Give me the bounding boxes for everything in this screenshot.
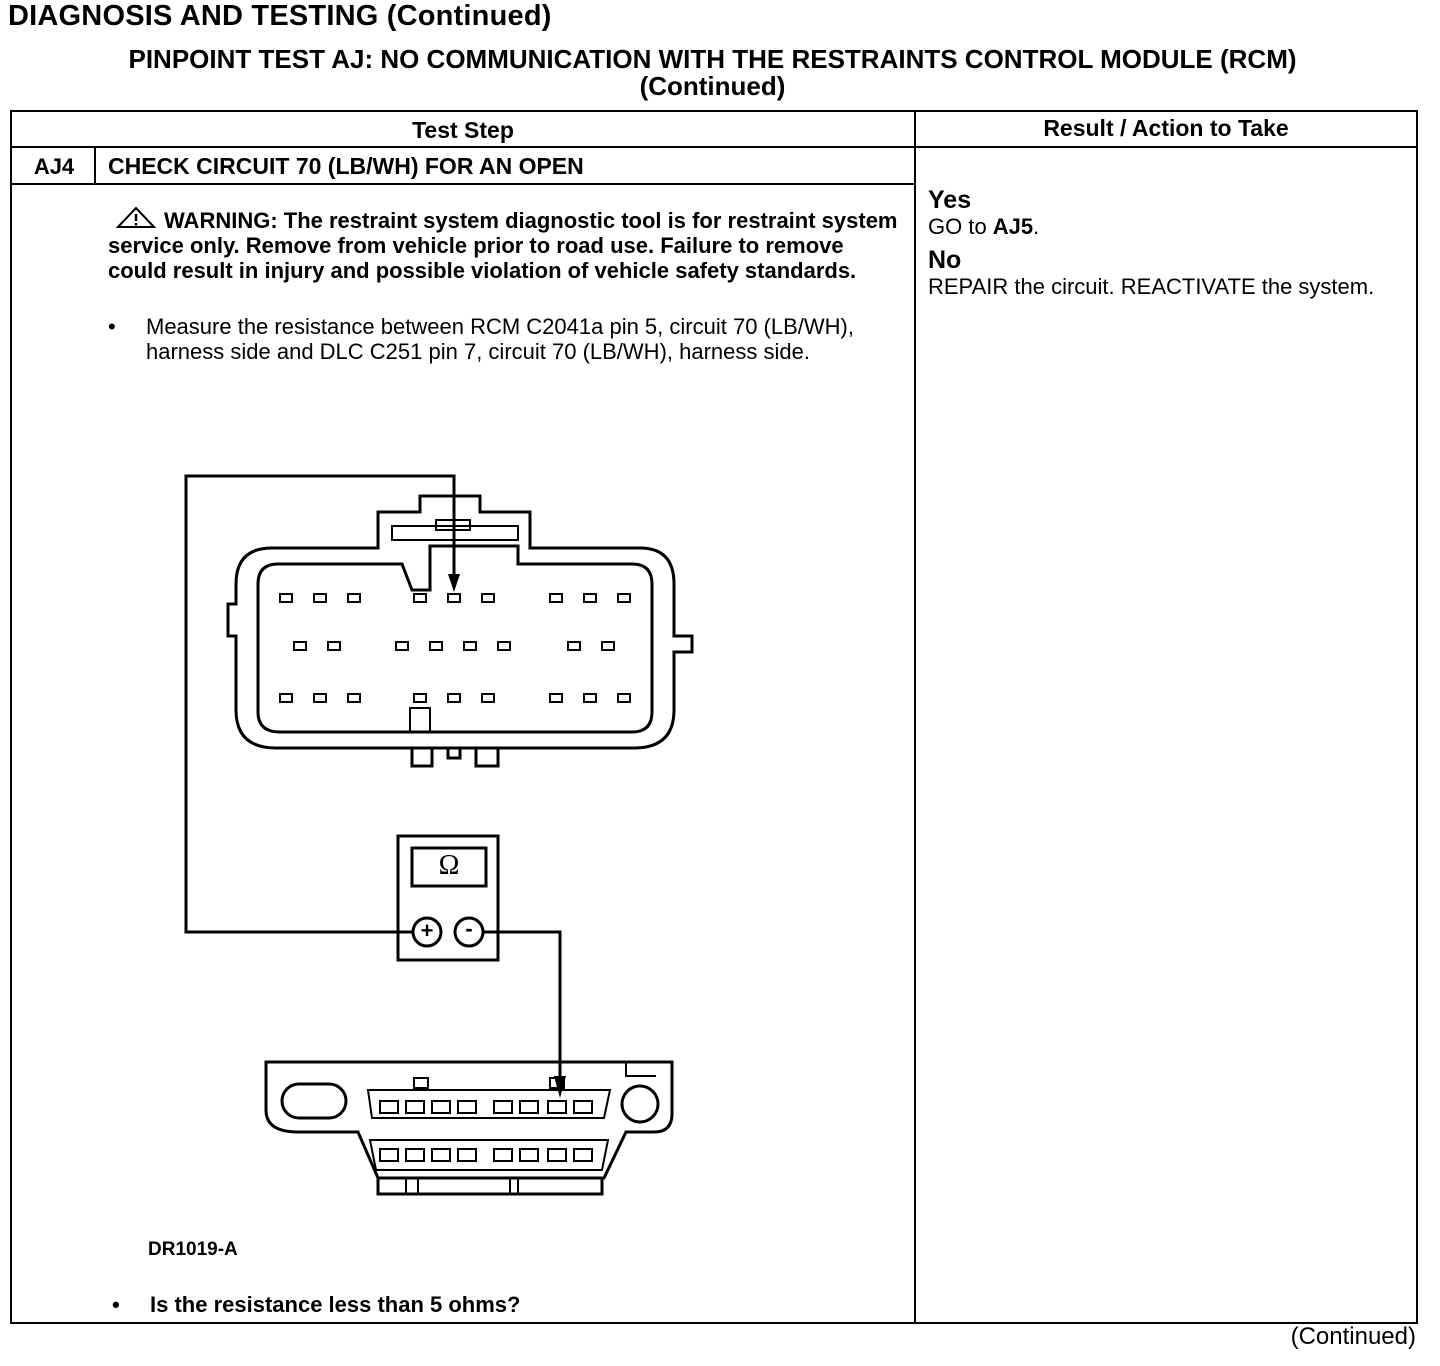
result-yes-action-prefix: GO to bbox=[928, 214, 993, 239]
question-item bbox=[112, 1292, 892, 1317]
column-header-result: Result / Action to Take bbox=[1043, 115, 1289, 141]
result-yes bbox=[928, 186, 1398, 239]
dlc-connector-illustration bbox=[266, 1062, 672, 1194]
question-text: Is the resistance less than 5 ohms? bbox=[150, 1292, 521, 1317]
rcm-pins bbox=[280, 594, 630, 702]
warning-body: WARNING: The restraint system diagnostic tool is for restraint system service only. Remove from vehicle prior to road use. Failure to remove could result in injury and possible violation of vehicle safety standards. bbox=[108, 208, 898, 283]
result-yes-action bbox=[928, 214, 1039, 239]
figure-id: DR1019-A bbox=[148, 1239, 238, 1260]
step-name: CHECK CIRCUIT 70 (LB/WH) FOR AN OPEN bbox=[108, 153, 584, 179]
continued-footer: (Continued) bbox=[1290, 1323, 1416, 1350]
result-no bbox=[928, 246, 1398, 299]
instruction-text: Measure the resistance between RCM C2041a pin 5, circuit 70 (LB/WH), harness side and DLC C251 pin 7, circuit 70 (LB/WH), harness side. bbox=[146, 314, 854, 364]
pinpoint-test-title-line2: (Continued) bbox=[639, 71, 786, 101]
result-no-action: REPAIR the circuit. REACTIVATE the system. bbox=[928, 274, 1375, 299]
probe-tip-rcm bbox=[448, 574, 460, 592]
result-yes-action-suffix: . bbox=[1033, 214, 1040, 239]
meter-plus-label: + bbox=[420, 918, 434, 943]
column-header-test-step: Test Step bbox=[412, 117, 514, 143]
ohm-symbol: Ω bbox=[438, 850, 460, 881]
dlc-pins bbox=[380, 1101, 592, 1194]
pinpoint-test-title-line1: PINPOINT TEST AJ: NO COMMUNICATION WITH THE RESTRAINTS CONTROL MODULE (RCM) bbox=[128, 44, 1297, 74]
result-yes-label: Yes bbox=[928, 186, 972, 214]
result-yes-action-target: AJ5 bbox=[992, 214, 1034, 239]
page-title: DIAGNOSIS AND TESTING (Continued) bbox=[8, 0, 552, 32]
result-no-label: No bbox=[928, 246, 962, 274]
test-leads bbox=[186, 476, 560, 1080]
bullet-symbol: • bbox=[108, 314, 116, 339]
step-id: AJ4 bbox=[33, 154, 75, 179]
bullet-symbol: • bbox=[112, 1292, 120, 1317]
rcm-connector-illustration bbox=[228, 496, 692, 766]
meter-minus-label: - bbox=[465, 916, 473, 941]
